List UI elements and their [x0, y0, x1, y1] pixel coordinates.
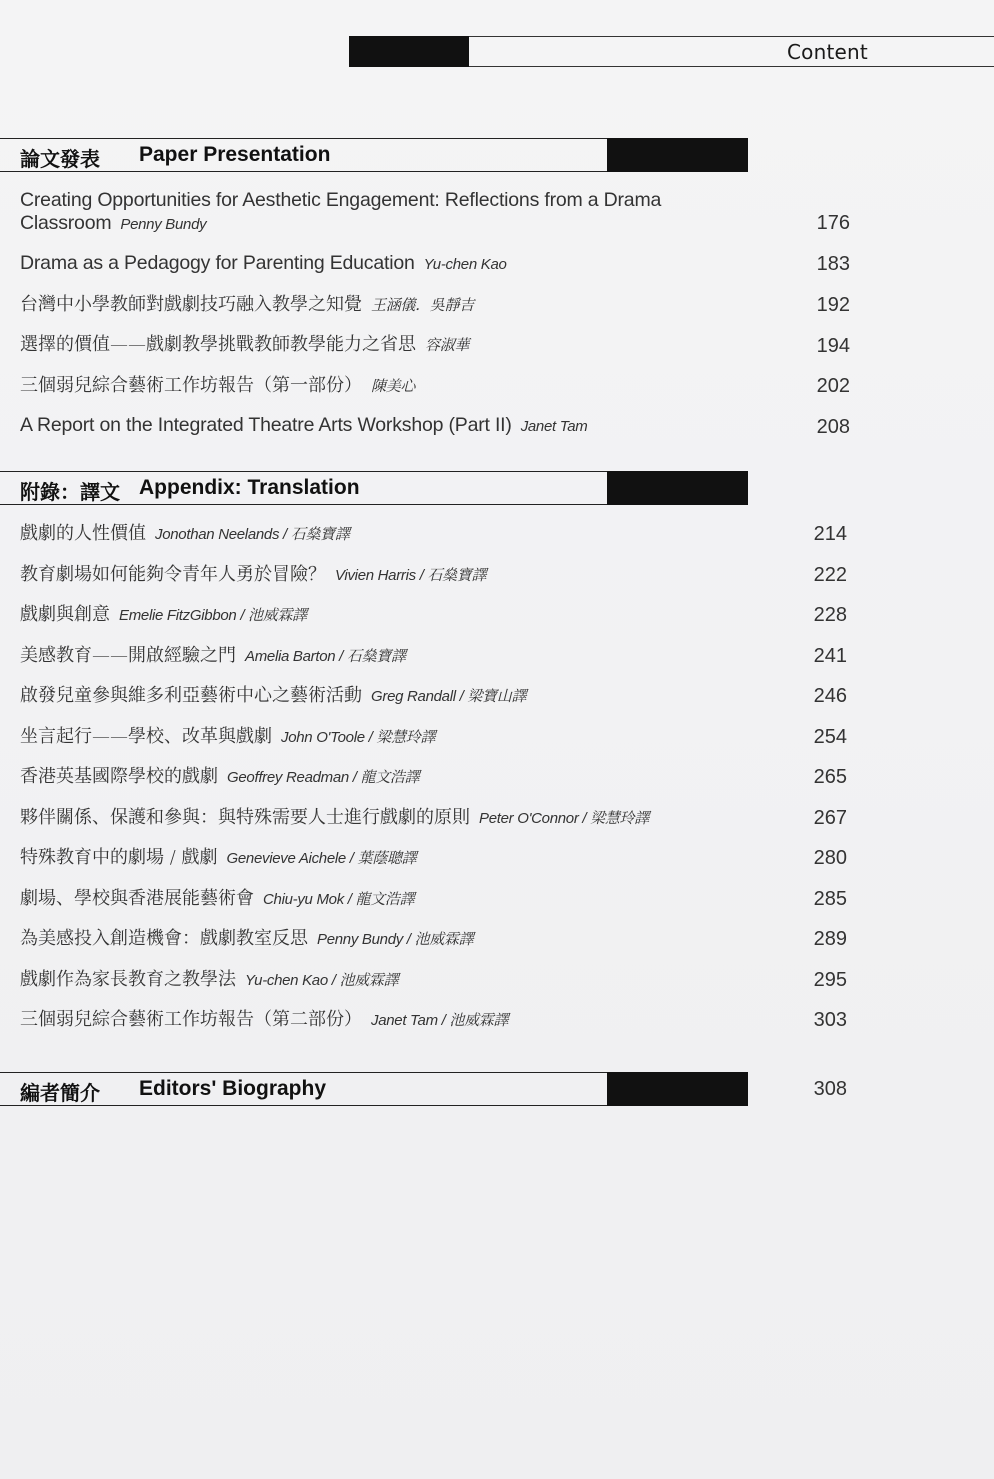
entry-page-number: 246	[813, 685, 847, 707]
toc-entry[interactable]	[20, 927, 680, 951]
entry-title: 戲劇作為家長教育之教學法	[20, 969, 236, 990]
header-rule-bottom	[469, 66, 994, 67]
section-title-zh: 附錄：譯文	[20, 480, 120, 504]
entry-author: John O'Toole / 梁慧玲譯	[281, 729, 436, 746]
section-header-appendix-translation	[0, 471, 748, 505]
entry-title: 美感教育——開啟經驗之門	[20, 645, 236, 666]
entry-author: Peter O'Connor / 梁慧玲譯	[479, 810, 649, 827]
section-title-zh: 編者簡介	[20, 1081, 100, 1105]
header-black-block	[349, 36, 469, 67]
toc-entry[interactable]	[20, 293, 680, 317]
entry-author: Greg Randall / 梁寶山譯	[371, 688, 527, 705]
entry-title: 啟發兒童參與維多利亞藝術中心之藝術活動	[20, 685, 362, 706]
entry-title: 台灣中小學教師對戲劇技巧融入教學之知覺	[20, 294, 362, 315]
toc-entry[interactable]	[20, 1008, 680, 1032]
toc-entry[interactable]	[20, 414, 680, 438]
entry-title: 坐言起行——學校、改革與戲劇	[20, 726, 272, 747]
entry-title: 三個弱兒綜合藝術工作坊報告（第一部份）	[20, 375, 362, 396]
section-black-block	[607, 1072, 748, 1106]
header-rule-top	[469, 36, 994, 37]
entry-title: A Report on the Integrated Theatre Arts Workshop (Part II)	[20, 414, 512, 436]
entry-title: 戲劇與創意	[20, 604, 110, 625]
entry-page-number: 289	[813, 928, 847, 950]
entry-author: Chiu-yu Mok / 龍文浩譯	[263, 891, 415, 908]
entry-page-number: 265	[813, 766, 847, 788]
entry-title: 香港英基國際學校的戲劇	[20, 766, 218, 787]
entry-page-number: 202	[816, 375, 850, 397]
entry-author: 陳美心	[371, 378, 416, 395]
entry-page-number: 194	[816, 335, 850, 357]
entry-page-number: 295	[813, 969, 847, 991]
entry-page-number: 183	[816, 253, 850, 275]
entry-page-number: 303	[813, 1009, 847, 1031]
entry-title: Classroom	[20, 212, 112, 234]
toc-entry[interactable]	[20, 765, 680, 789]
section-black-block	[607, 471, 748, 505]
toc-entry[interactable]	[20, 563, 680, 587]
toc-entry[interactable]	[20, 603, 680, 627]
entry-page-number: 222	[813, 564, 847, 586]
entry-title: 戲劇的人性價值	[20, 523, 146, 544]
section-black-block	[607, 138, 748, 172]
entry-title: 為美感投入創造機會：戲劇教室反思	[20, 928, 308, 949]
entry-page-number: 214	[813, 523, 847, 545]
entry-author: Penny Bundy	[120, 216, 207, 233]
entry-page-number: 208	[816, 416, 850, 438]
entry-author: Penny Bundy / 池威霖譯	[317, 931, 474, 948]
entry-page-number: 267	[813, 807, 847, 829]
running-header-title: Content	[787, 40, 868, 64]
entry-title: 夥伴關係、保護和參與：與特殊需要人士進行戲劇的原則	[20, 807, 470, 828]
section-title-en: Editors' Biography	[139, 1077, 327, 1100]
entry-author: 王涵儀．吳靜吉	[371, 297, 474, 314]
entry-page-number: 241	[813, 645, 847, 667]
toc-entry[interactable]	[20, 252, 680, 276]
entry-page-number: 254	[813, 726, 847, 748]
entry-author: Amelia Barton / 石燊寶譯	[245, 648, 406, 665]
entry-title-line1: Creating Opportunities for Aesthetic Engagement: Reflections from a Drama	[20, 189, 662, 211]
section-title-zh: 論文發表	[20, 147, 100, 171]
entry-title: 教育劇場如何能夠令青年人勇於冒險？	[20, 564, 326, 585]
entry-page-number: 280	[813, 847, 847, 869]
entry-author: Janet Tam	[520, 418, 588, 435]
entry-author: Yu-chen Kao / 池威霖譯	[245, 972, 399, 989]
entry-author: Geoffrey Readman / 龍文浩譯	[227, 769, 420, 786]
toc-entry[interactable]	[20, 684, 680, 708]
entry-title: 三個弱兒綜合藝術工作坊報告（第二部份）	[20, 1009, 362, 1030]
entry-title: 選擇的價值——戲劇教學挑戰教師教學能力之省思	[20, 334, 416, 355]
section-title-en: Paper Presentation	[139, 143, 331, 166]
entry-author: Janet Tam / 池威霖譯	[371, 1012, 509, 1029]
section-header-editors-biography[interactable]	[0, 1072, 748, 1106]
entry-title: 特殊教育中的劇場 / 戲劇	[20, 847, 218, 868]
section-title-en: Appendix: Translation	[139, 476, 360, 499]
entry-author: Jonothan Neelands / 石燊寶譯	[155, 526, 350, 543]
toc-entry[interactable]	[20, 522, 680, 546]
entry-page-number: 176	[816, 212, 850, 234]
entry-author: Vivien Harris / 石燊寶譯	[335, 567, 487, 584]
entry-page-number: 285	[813, 888, 847, 910]
entry-title: Drama as a Pedagogy for Parenting Education	[20, 252, 415, 274]
entry-author: Genevieve Aichele / 葉蔭聰譯	[226, 850, 417, 867]
entry-title: 劇場、學校與香港展能藝術會	[20, 888, 254, 909]
toc-entry[interactable]	[20, 887, 680, 911]
toc-entry[interactable]	[20, 846, 680, 870]
entry-author: Emelie FitzGibbon / 池威霖譯	[119, 607, 307, 624]
toc-entry[interactable]	[20, 806, 680, 830]
toc-entry[interactable]	[20, 968, 680, 992]
section-header-paper-presentation	[0, 138, 748, 172]
entry-page-number: 192	[816, 294, 850, 316]
entry-author: Yu-chen Kao	[423, 256, 507, 273]
toc-entry[interactable]	[20, 644, 680, 668]
toc-entry[interactable]	[20, 725, 680, 749]
toc-entry[interactable]	[20, 189, 680, 236]
entry-page-number: 228	[813, 604, 847, 626]
toc-entry[interactable]	[20, 374, 680, 398]
entry-page-number: 308	[813, 1078, 847, 1100]
toc-entry[interactable]	[20, 333, 680, 357]
entry-author: 容淑華	[425, 337, 470, 354]
